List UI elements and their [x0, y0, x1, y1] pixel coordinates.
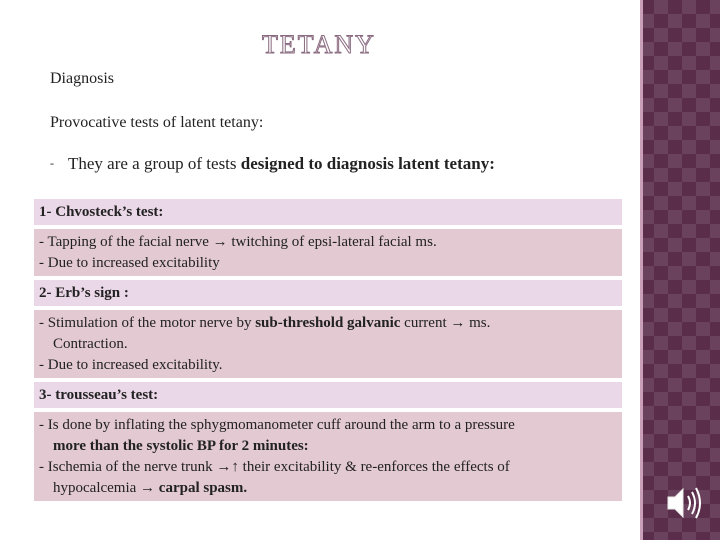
- erb-line-1-c: current → ms.: [400, 315, 491, 331]
- erb-line-1-b: sub-threshold galvanic: [255, 315, 401, 331]
- erb-header: 2- Erb’s sign :: [39, 285, 129, 301]
- trousseau-line-1: - Is done by inflating the sphygmomanometer cuff around the arm to a pressure: [39, 417, 515, 433]
- decorative-sidebar: [640, 0, 720, 540]
- bullet-dash: -: [50, 156, 54, 170]
- trousseau-line-4: [39, 478, 617, 499]
- erb-line-3: - Due to increased excitability.: [39, 357, 223, 373]
- erb-line-1: [39, 313, 617, 334]
- erb-header-row: [32, 278, 624, 308]
- heading-diagnosis: Diagnosis: [50, 70, 114, 87]
- bullet-text-bold: designed to diagnosis latent tetany:: [240, 154, 495, 173]
- chvosteck-header-row: [32, 197, 624, 227]
- erb-line-1-a: - Stimulation of the motor nerve by: [39, 315, 256, 331]
- trousseau-header: 3- trousseau’s test:: [39, 387, 159, 403]
- slide-title: TETANY: [262, 30, 376, 59]
- trousseau-line-4-b: carpal spasm.: [158, 480, 248, 496]
- chvosteck-header: 1- Chvosteck’s test:: [39, 204, 164, 220]
- trousseau-body-row: [32, 410, 624, 503]
- trousseau-line-2: [39, 436, 617, 457]
- chvosteck-line-1: - Tapping of the facial nerve → twitching of epsi-lateral facial ms.: [39, 234, 437, 250]
- trousseau-header-row: [32, 380, 624, 410]
- bullet-text-plain: They are a group of tests: [68, 154, 241, 173]
- erb-line-2: Contraction.: [53, 336, 128, 352]
- bullet-line: [50, 154, 495, 174]
- chvosteck-body-row: [32, 227, 624, 278]
- heading-provocative-tests: Provocative tests of latent tetany:: [50, 114, 264, 131]
- speaker-icon[interactable]: [664, 482, 704, 524]
- trousseau-line-2-bold: more than the systolic BP for 2 minutes:: [53, 438, 309, 454]
- chvosteck-line-2: - Due to increased excitability: [39, 255, 220, 271]
- trousseau-line-4-a: hypocalcemia →: [53, 480, 159, 496]
- erb-body-row: [32, 308, 624, 380]
- trousseau-line-3: - Ischemia of the nerve trunk →↑ their excitability & re-enforces the effects of: [39, 459, 510, 475]
- tests-table: [32, 197, 626, 503]
